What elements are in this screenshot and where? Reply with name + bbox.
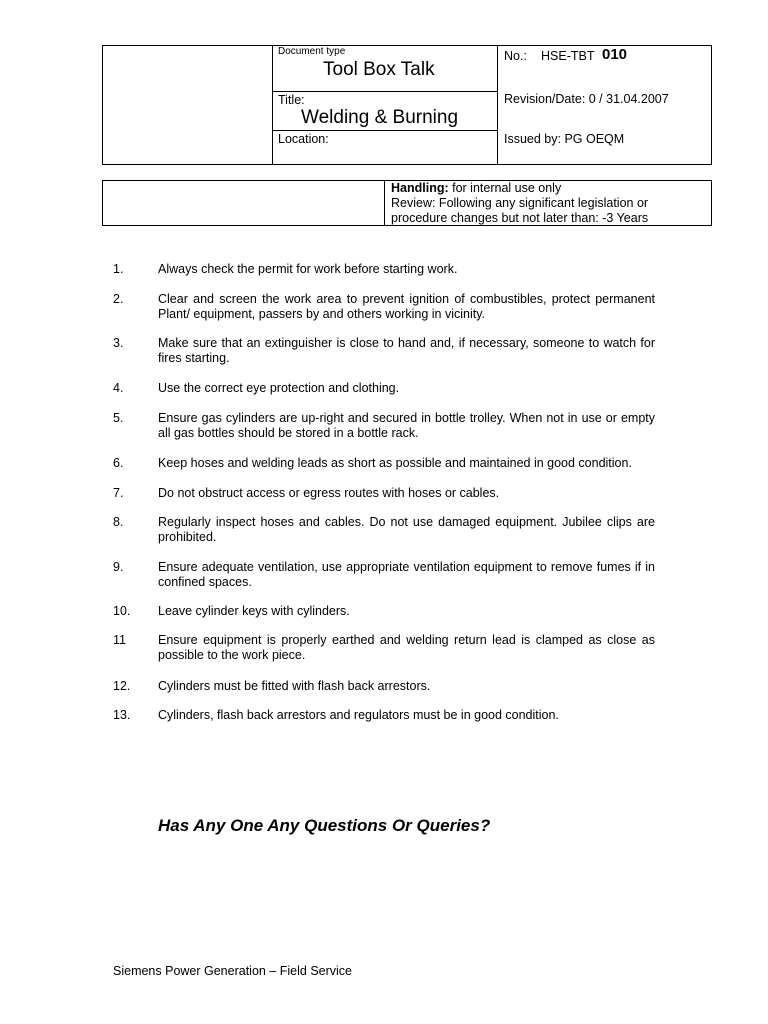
list-number: 3. (113, 336, 124, 350)
page-footer: Siemens Power Generation – Field Service (113, 964, 353, 978)
list-number: 8. (113, 515, 124, 529)
list-item: Use the correct eye protection and clothing. (158, 381, 400, 395)
page-title: Welding & Burning (301, 107, 459, 128)
list-number: 13. (113, 708, 131, 722)
header-divider (497, 45, 498, 165)
list-item: Leave cylinder keys with cylinders. (158, 604, 350, 618)
list-number: 9. (113, 560, 124, 574)
list-number: 10. (113, 604, 131, 618)
header-divider (272, 91, 497, 92)
list-number: 1. (113, 262, 124, 276)
doc-number: 010 (602, 46, 628, 63)
handling-divider (384, 180, 385, 226)
title-label: Title: (278, 93, 305, 107)
list-item: Keep hoses and welding leads as short as possible and maintained in good condition. (158, 456, 632, 470)
list-item: Ensure gas cylinders are up-right and secured in bottle trolley. When not in use or empty all gas bottles should be stored in a bottle rack. (158, 411, 655, 440)
list-item: Cylinders, flash back arrestors and regulators must be in good condition. (158, 708, 559, 722)
list-item: Ensure equipment is properly earthed and welding return lead is clamped as close as possible to the work piece. (158, 633, 655, 662)
list-item: Make sure that an extinguisher is close to hand and, if necessary, someone to watch for fires starting. (158, 336, 655, 365)
review-line-1: Review: Following any significant legislation or (391, 196, 649, 210)
doc-type-label: Document type (278, 46, 346, 57)
handling-value: for internal use only (448, 181, 562, 195)
list-number: 2. (113, 292, 124, 306)
list-item: Always check the permit for work before starting work. (158, 262, 458, 276)
list-item: Ensure adequate ventilation, use appropriate ventilation equipment to remove fumes if in confined spaces. (158, 560, 655, 589)
list-number: 4. (113, 381, 124, 395)
issued-by: Issued by: PG OEQM (504, 132, 625, 146)
header-divider (272, 45, 273, 165)
handling-cell (391, 181, 648, 226)
list-number: 5. (113, 411, 124, 425)
revision-date: Revision/Date: 0 / 31.04.2007 (504, 92, 669, 106)
location-label: Location: (278, 132, 329, 146)
review-line-2: procedure changes but not later than: -3 Years (391, 211, 649, 225)
list-number: 7. (113, 486, 124, 500)
list-item: Do not obstruct access or egress routes with hoses or cables. (158, 486, 500, 500)
list-item: Cylinders must be fitted with flash back arrestors. (158, 679, 431, 693)
doc-type-value: Tool Box Talk (323, 59, 435, 80)
doc-number-label: No.: (504, 49, 527, 63)
list-item: Clear and screen the work area to prevent ignition of combustibles, protect permanent Plant/ equipment, passers by and others working in vicinity. (158, 292, 655, 321)
list-item: Regularly inspect hoses and cables. Do not use damaged equipment. Jubilee clips are prohibited. (158, 515, 655, 544)
list-number: 11 (113, 633, 126, 647)
closing-question: Has Any One Any Questions Or Queries? (158, 816, 491, 835)
header-divider (272, 130, 497, 131)
list-number: 12. (113, 679, 131, 693)
doc-number-prefix: HSE-TBT (541, 49, 595, 63)
handling-label: Handling: (391, 181, 449, 195)
list-number: 6. (113, 456, 124, 470)
